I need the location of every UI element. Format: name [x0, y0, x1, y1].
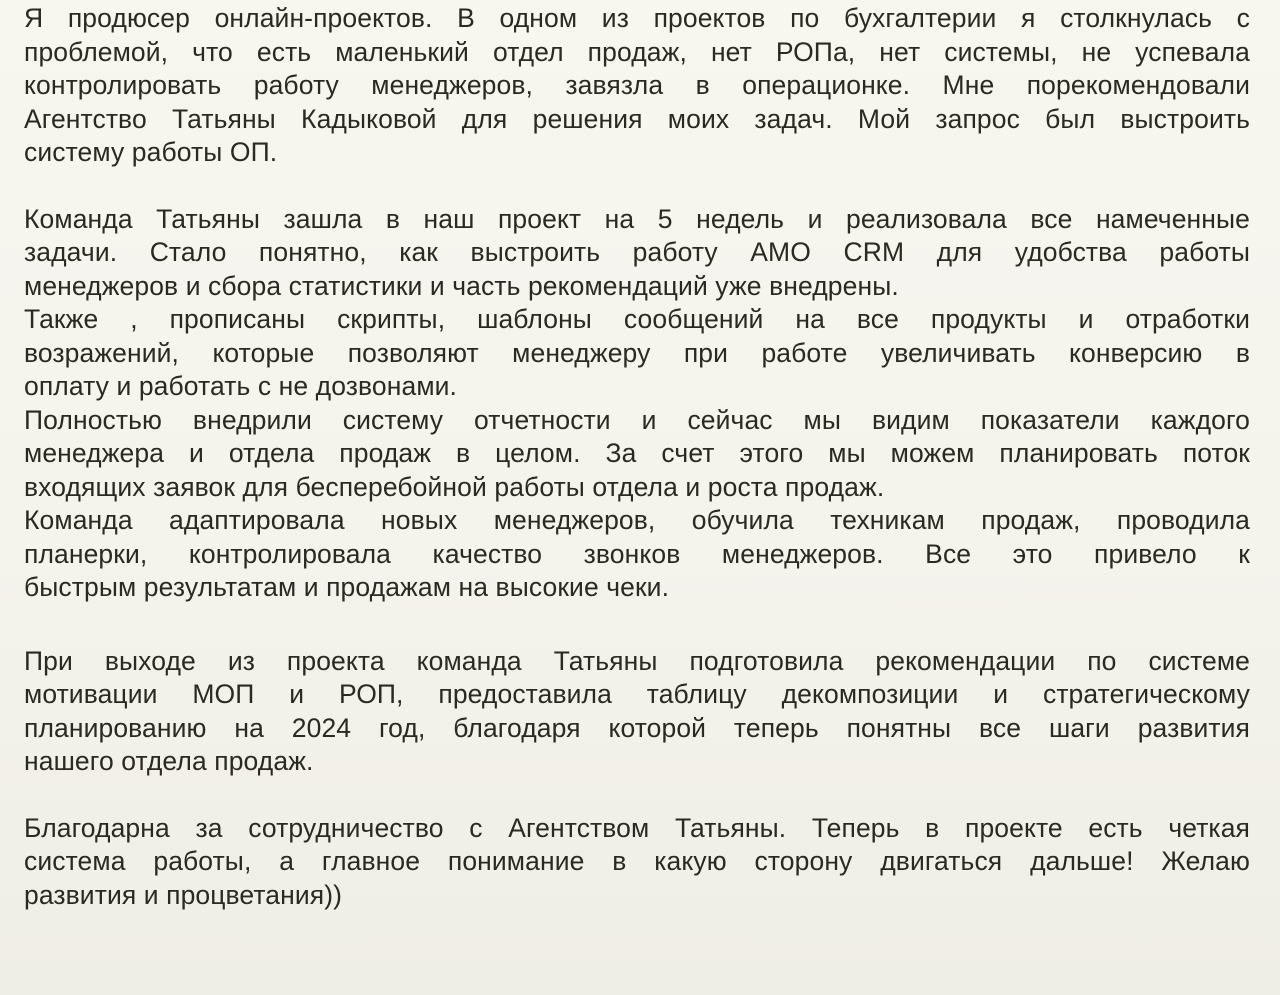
text-line: Агентство Татьяны Кадыковой для решения моих задач. Мой запрос был выстроить — [24, 103, 1250, 134]
text-line: быстрым результатам и продажам на высокие чеки. — [24, 572, 670, 602]
text-line: задачи. Стало понятно, как выстроить работу АМО CRM для удобства работы — [24, 237, 1250, 267]
paragraph-exit-recommendations — [24, 645, 1250, 779]
text-line: контролировать работу менеджеров, завязла в операционке. Мне порекомендовали — [24, 70, 1250, 100]
text-line: систему работы ОП. — [24, 137, 278, 167]
text-line: Полностью внедрили систему отчетности и сейчас мы видим показатели каждого — [24, 404, 1250, 435]
paragraph-reporting — [24, 404, 1250, 505]
text-line: входящих заявок для бесперебойной работы отдела и роста продаж. — [24, 471, 885, 502]
paragraph-project-work — [24, 203, 1250, 304]
text-line: При выходе из проекта команда Татьяны подготовила рекомендации по системе — [24, 645, 1250, 676]
text-line: проблемой, что есть маленький отдел продаж, нет РОПа, нет системы, не успевала — [24, 36, 1250, 67]
paragraph-gap — [24, 605, 1250, 645]
text-line: Также , прописаны скрипты, шаблоны сообщений на все продукты и отработки — [24, 304, 1250, 334]
text-line: планерки, контролировала качество звонков менеджеров. Все это привело к — [24, 538, 1250, 569]
text-line: менеджера и отдела продаж в целом. За счет этого мы можем планировать поток — [24, 438, 1250, 468]
text-line: система работы, а главное понимание в какую сторону двигаться дальше! Желаю — [24, 846, 1250, 876]
text-line: возражений, которые позволяют менеджеру при работе увеличивать конверсию в — [24, 337, 1250, 368]
paragraph-gratitude — [24, 812, 1250, 913]
paragraph-training — [24, 504, 1250, 605]
text-line: развития и процветания)) — [24, 879, 343, 910]
text-line: Я продюсер онлайн-проектов. В одном из проектов по бухгалтерии я столкнулась с — [24, 3, 1250, 33]
text-line: Благодарна за сотрудничество с Агентством Татьяны. Теперь в проекте есть четкая — [24, 812, 1250, 843]
text-line: Команда Татьяны зашла в наш проект на 5 недель и реализовала все намеченные — [24, 203, 1250, 234]
text-line: планированию на 2024 год, благодаря которой теперь понятны все шаги развития — [24, 712, 1250, 743]
paragraph-gap — [24, 779, 1250, 812]
text-line: нашего отдела продаж. — [24, 746, 314, 776]
text-line: менеджеров и сбора статистики и часть рекомендаций уже внедрены. — [24, 270, 899, 301]
text-line: Команда адаптировала новых менеджеров, обучила техникам продаж, проводила — [24, 505, 1250, 535]
text-line: оплату и работать с не дозвонами. — [24, 371, 458, 401]
paragraph-scripts — [24, 303, 1250, 404]
paragraph-gap — [24, 170, 1250, 203]
paragraph-intro — [24, 2, 1250, 170]
text-line: мотивации МОП и РОП, предоставила таблицу декомпозиции и стратегическому — [24, 679, 1250, 709]
